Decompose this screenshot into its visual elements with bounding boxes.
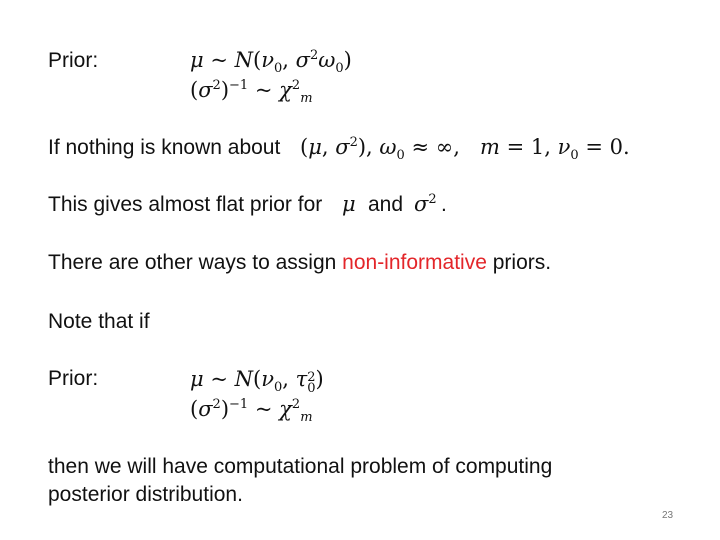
note-text: Note that if bbox=[48, 310, 150, 333]
prior-label-1: Prior: bbox=[48, 49, 99, 72]
conclusion-line-1: then we will have computational problem of computing bbox=[48, 455, 553, 478]
non-informative-highlight: non-informative bbox=[342, 251, 487, 274]
other-ways-line bbox=[48, 250, 551, 276]
page-number: 23 bbox=[662, 510, 674, 521]
prior-sigma-formula-1: $(\sigma^2)^{-1}$ ~ $\chi^2_m$ bbox=[190, 78, 313, 106]
other-ways-before: There are other ways to assign bbox=[48, 251, 337, 274]
sigma-squared-symbol: $\sigma^2$ bbox=[414, 192, 437, 216]
mu-symbol: μ bbox=[342, 192, 356, 216]
prior-label-2: Prior: bbox=[48, 367, 99, 390]
conclusion-line-2: posterior distribution. bbox=[48, 483, 243, 506]
prior-mu-formula-2: μ ~ $N(\nu_0$, τ2 0) bbox=[190, 367, 324, 396]
flat-prior-text: This gives almost flat prior for bbox=[48, 193, 323, 216]
prior-sigma-formula-2: $(\sigma^2)^{-1}$ ~ $\chi^2_m$ bbox=[190, 397, 313, 425]
if-nothing-text: If nothing is known about bbox=[48, 136, 281, 159]
and-text: and bbox=[368, 193, 404, 216]
other-ways-after: priors. bbox=[492, 251, 552, 274]
noninformative-conditions-formula: (μ, $\sigma^2$), $\omega_0$ ≈ ∞, m = 1, $\nu_0 = 0$. bbox=[300, 135, 630, 163]
prior-mu-formula-1: μ ~ $N(\nu_0$, $\sigma^2\omega_0$) bbox=[190, 48, 352, 76]
period-text: . bbox=[441, 193, 447, 216]
